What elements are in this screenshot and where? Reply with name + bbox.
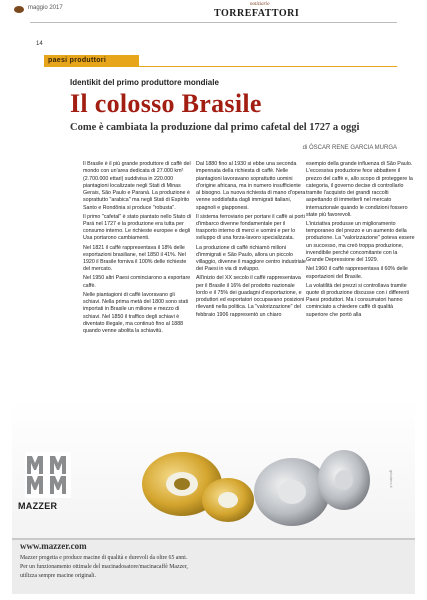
article-subtitle: Come è cambiata la produzione dal primo cafetal del 1727 a oggi — [70, 122, 360, 133]
coffee-bean-icon — [14, 6, 24, 13]
article-kicker: Identikit del primo produttore mondiale — [70, 78, 219, 87]
article-column-1 — [83, 161, 193, 337]
paragraph: Il Brasile è il più grande produttore di caffè del mondo con un'area dedicata di 27.000 km² (2.700.000 ettari) suddivisa in 220.000 piantagioni localizzate negli Stati di Minas Gerais, São Paulo e Paraná. La produzione è soprattutto "arabica" ma negli Stati di Espírito Santo e Rondônia si produce "robusta". — [83, 161, 191, 211]
paragraph: La volatilità dei prezzi si controllava tramite quote di produzione discusse con i differenti Paesi produttori. Ma i consumatori hanno cominciato a chiedere caffè di qualità superiore che portò alla — [306, 282, 409, 318]
paragraph: All'inizio del XX secolo il caffè rappresentava per il Brasile il 16% del prodotto nazionale lordo e il 75% dei guadagni d'esportazione, e produttori ed esportatori occupavano posizioni rilevanti nella politica. La "valorizzazione" del febbraio 1906 rappresentò un chiaro — [196, 275, 305, 318]
ad-divider — [12, 538, 415, 540]
silver-burr-conical — [254, 458, 330, 526]
page-number: 14 — [36, 41, 43, 47]
paragraph: L'iniziativa produsse un miglioramento temporaneo del prezzo e un aumento della produzione. La "valorizzazione" poteva essere un successo, ma creò troppa produzione, invendibile perché concomitante con la Grande Depressione del 1929. — [306, 220, 415, 264]
silver-burr-flat — [318, 450, 370, 510]
header-divider — [30, 22, 397, 23]
paragraph: Nel 1960 il caffè rappresentava il 60% delle esportazioni del Brasile. — [306, 266, 408, 280]
paragraph: Il sistema ferroviario per portare il caffè ai porti d'imbarco divenne fondamentale per il trasporto interno di merci e uomini e per lo sviluppo di una forza-lavoro specializzata. — [196, 213, 305, 242]
masthead-tagline: notiziario — [250, 2, 270, 7]
article-column-3 — [306, 161, 416, 321]
section-label: paesi produttori — [48, 57, 107, 64]
mazzer-wordmark: MAZZER — [18, 501, 58, 511]
paragraph: Nel 1821 il caffè rappresentava il 18% delle esportazioni brasiliane, nel 1850 il 41%. Nel 1920 il Brasile forniva il 100% delle richieste del mercato. — [83, 244, 187, 273]
gold-burr-small — [202, 478, 254, 522]
paragraph: La produzione di caffè richiamò milioni d'immigrati e São Paulo, allora un piccolo villaggio, divenne il maggiore centro industriale dei Paesi in via di sviluppo. — [196, 244, 306, 273]
paragraph: Nelle piantagioni di caffè lavoravano gli schiavi. Nella prima metà del 1800 sono stati importati in Brasile un milione e mezzo di schiavi. Nel 1850 il traffico degli schiavi è diventato illegale, ma continuò fino al 1888 quando venne abolita la schiavitù. — [83, 291, 189, 335]
paragraph: Dal 1880 fino al 1930 si ebbe una seconda impennata della richiesta di caffè. Nelle piantagioni lavoravano soprattutto uomini d'origine africana, ma in numero insufficiente al bisogno. La nuova richiesta di mano d'opera venne soddisfatta dagli immigrati italiani, spagnoli e giapponesi. — [196, 161, 306, 211]
paragraph: esempio della grande influenza di São Paulo. L'eccessiva produzione fece abbattere il prezzo del caffè e, allo scopo di proteggere la categoria, il governo decise di controllarlo tramite l'acquisto dei grandi raccolti aspettando di immetterli nel mercato internazionale quando le condizioni fossero state più favorevoli. — [306, 161, 413, 218]
issue-date: maggio 2017 — [28, 5, 63, 11]
paragraph: Nel 1950 altri Paesi cominciarono a esportare caffè. — [83, 275, 191, 289]
section-divider — [139, 66, 397, 67]
masthead: TORREFATTORI — [214, 8, 300, 19]
ad-website-link[interactable]: www.mazzer.com — [20, 541, 87, 551]
article-byline: di ÓSCAR RENE GARCIA MURGA — [302, 145, 397, 151]
mazzer-advertisement — [12, 400, 415, 594]
ad-side-text: grinders.it — [389, 470, 394, 488]
article-title: Il colosso Brasile — [70, 89, 262, 118]
paragraph: Il primo "cafetal" è stato piantato nello Stato di Pará nel 1727 e la produzione era tutta per consumo interno. Le richieste europee e degli Usa portarono cambiamenti. — [83, 213, 191, 242]
ad-copy-line: utilizza sempre macine originali. — [20, 573, 96, 579]
grinder-burrs-illustration — [132, 440, 372, 534]
article-column-2 — [196, 161, 306, 321]
mazzer-logo-icon — [25, 452, 71, 498]
ad-copy-line: Mazzer progetta e produce macine di qualità e durevoli da oltre 65 anni. — [20, 555, 188, 561]
ad-copy-line: Per un funzionamento ottimale del macinadosatore/macinacaffè Mazzer, — [20, 564, 188, 570]
